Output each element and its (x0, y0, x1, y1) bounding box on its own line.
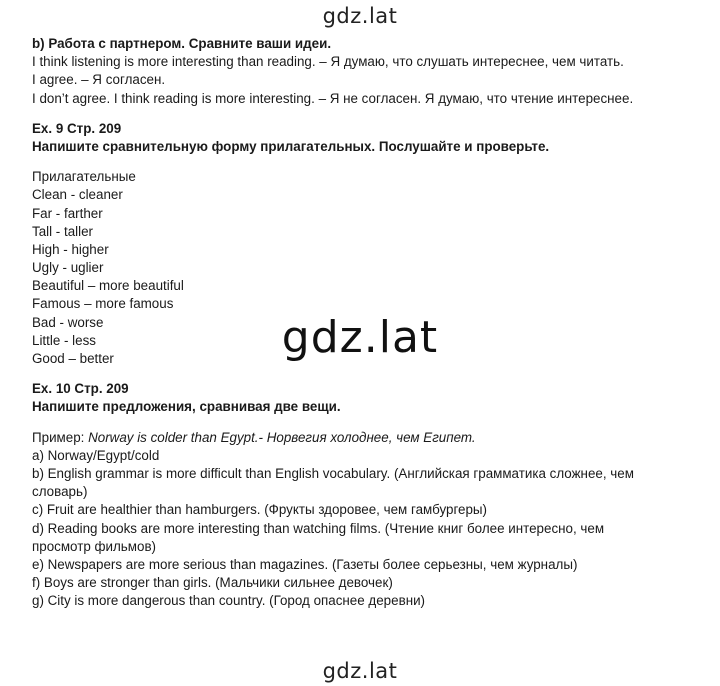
ex10-item: b) English grammar is more difficult than English vocabulary. (Английская грамматика сложнее, чем словарь) (32, 465, 634, 500)
ex9-item: Good – better (32, 351, 114, 366)
ex10-title: Ex. 10 Стр. 209 (32, 381, 129, 397)
ex10-item: g) City is more dangerous than country. (Город опаснее деревни) (32, 593, 426, 609)
ex9-item: Ugly - uglier (32, 260, 104, 276)
ex9-header: Прилагательные (32, 169, 136, 185)
ex9-item: Little - less (32, 332, 96, 348)
section-b-heading: b) Работа с партнером. Сравните ваши идеи. (32, 36, 332, 51)
watermark-top: gdz.lat (322, 4, 398, 28)
watermark-bottom: gdz.lat (322, 659, 398, 683)
ex9-title: Ex. 9 Стр. 209 (32, 120, 122, 136)
ex10-item: f) Boys are stronger than girls. (Мальчики сильнее девочек) (32, 575, 393, 591)
ex9-item: Bad - worse (32, 314, 104, 330)
ex9-item: Clean - cleaner (32, 187, 123, 203)
ex9-item: Tall - taller (32, 223, 94, 239)
ex9-task: Напишите сравнительную форму прилагательных. Послушайте и проверьте. (32, 138, 550, 154)
watermark-center: gdz.lat (281, 312, 439, 363)
ex9-item: Far - farther (32, 205, 103, 221)
ex9-item: Beautiful – more beautiful (32, 278, 184, 294)
ex10-item: e) Newspapers are more serious than magazines. (Газеты более серьезны, чем журналы) (32, 556, 578, 572)
ex10-example-text: Norway is colder than Egypt.- Норвегия холоднее, чем Египет. (88, 429, 476, 445)
ex10-item: a) Norway/Egypt/cold (32, 447, 160, 463)
ex10-example (32, 429, 692, 447)
ex10-task: Напишите предложения, сравнивая две вещи. (32, 399, 341, 415)
ex10-item: d) Reading books are more interesting than watching films. (Чтение книг более интересно, чем просмотр фильмов) (32, 520, 605, 554)
section-b-line-1: I think listening is more interesting than reading. – Я думаю, что слушать интереснее, чем читать. (32, 54, 624, 70)
section-b-line-2: I agree. – Я согласен. (32, 72, 166, 88)
ex10-item: c) Fruit are healthier than hamburgers. (Фрукты здоровее, чем гамбургеры) (32, 502, 488, 518)
ex10-example-label: Пример: (32, 429, 89, 445)
section-b-line-3: I don’t agree. I think reading is more interesting. – Я не согласен. Я думаю, что чтение интереснее. (32, 90, 634, 106)
ex9-item: High - higher (32, 241, 109, 257)
ex9-item: Famous – more famous (32, 296, 174, 312)
